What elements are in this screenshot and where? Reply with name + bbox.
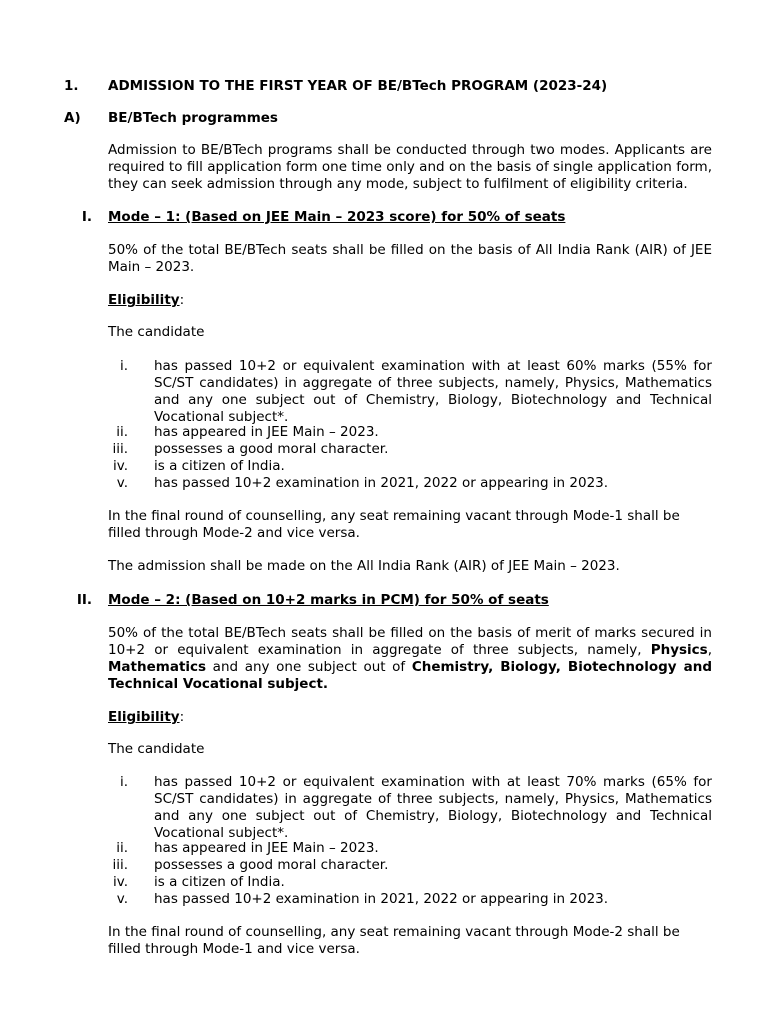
list-item-number: ii. <box>116 840 128 856</box>
mode1-description: 50% of the total BE/BTech seats shall be filled on the basis of All India Rank (AIR) of JEE Main – 2023. <box>108 242 712 275</box>
list-item: has passed 10+2 or equivalent examination with at least 70% marks (65% for SC/ST candidates) in aggregate of three subjects, namely, Physics, Mathematics and any one subject out of Chemistry, Biology, Biotechnology and Technical Vocational subject*. <box>154 774 712 841</box>
section-number: 1. <box>64 78 79 94</box>
mode2-eligibility-label: Eligibility <box>108 709 180 725</box>
mode1-number: I. <box>81 209 92 225</box>
mode1-candidate-text: The candidate <box>108 324 205 340</box>
section-title: ADMISSION TO THE FIRST YEAR OF BE/BTech PROGRAM (2023-24) <box>108 78 608 94</box>
list-item: has appeared in JEE Main – 2023. <box>154 424 379 440</box>
list-item-number: i. <box>119 774 128 790</box>
list-item: has passed 10+2 examination in 2021, 2022 or appearing in 2023. <box>154 475 609 491</box>
list-item: has appeared in JEE Main – 2023. <box>154 840 379 856</box>
list-item-number: v. <box>116 475 128 491</box>
mode2-desc-physics: Physics <box>650 642 708 658</box>
mode2-description <box>108 625 712 693</box>
mode2-desc-math: Mathematics <box>108 659 207 675</box>
intro-paragraph: Admission to BE/BTech programs shall be conducted through two modes. Applicants are required to fill application form one time only and on the basis of single application form, they can seek admission through any mode, subject to fulfilment of eligibility criteria. <box>108 142 712 192</box>
mode2-desc-text-2: and any one subject out of <box>206 659 412 675</box>
list-item: is a citizen of India. <box>154 874 285 890</box>
subsection-number: A) <box>64 110 81 126</box>
list-item: is a citizen of India. <box>154 458 285 474</box>
mode2-candidate-text: The candidate <box>108 741 205 757</box>
mode1-eligibility-label: Eligibility <box>108 292 180 308</box>
mode1-eligibility-colon: : <box>179 292 185 308</box>
mode2-eligibility-colon: : <box>179 709 185 725</box>
mode1-counselling-note: In the final round of counselling, any seat remaining vacant through Mode-1 shall be filled through Mode-2 and vice versa. <box>108 508 680 541</box>
subsection-title: BE/BTech programmes <box>108 110 278 126</box>
mode1-admission-note: The admission shall be made on the All India Rank (AIR) of JEE Main – 2023. <box>108 558 620 574</box>
list-item: possesses a good moral character. <box>154 857 389 873</box>
mode1-eligibility-heading <box>108 292 184 309</box>
list-item-number: v. <box>116 891 128 907</box>
list-item-number: ii. <box>116 424 128 440</box>
mode1-heading: Mode – 1: (Based on JEE Main – 2023 score) for 50% of seats <box>108 209 566 225</box>
list-item-number: iv. <box>113 874 128 890</box>
list-item-number: iii. <box>112 857 128 873</box>
list-item: possesses a good moral character. <box>154 441 389 457</box>
mode2-desc-subjects: Chemistry, Biology, Biotechnology and Technical Vocational subject. <box>108 659 712 692</box>
list-item-number: iii. <box>112 441 128 457</box>
list-item: has passed 10+2 or equivalent examination with at least 60% marks (55% for SC/ST candidates) in aggregate of three subjects, namely, Physics, Mathematics and any one subject out of Chemistry, Biology, Biotechnology and Technical Vocational subject*. <box>154 358 712 425</box>
mode2-desc-comma: , <box>707 642 712 658</box>
list-item: has passed 10+2 examination in 2021, 2022 or appearing in 2023. <box>154 891 609 907</box>
list-item-number: iv. <box>113 458 128 474</box>
list-item-number: i. <box>119 358 128 374</box>
mode2-eligibility-heading <box>108 709 184 726</box>
mode2-number: II. <box>76 592 92 608</box>
mode2-heading: Mode – 2: (Based on 10+2 marks in PCM) for 50% of seats <box>108 592 549 608</box>
mode2-counselling-note: In the final round of counselling, any seat remaining vacant through Mode-2 shall be filled through Mode-1 and vice versa. <box>108 924 680 957</box>
mode2-desc-text: 50% of the total BE/BTech seats shall be filled on the basis of merit of marks secured in 10+2 or equivalent examination in aggregate of three subjects, namely, <box>108 625 712 658</box>
